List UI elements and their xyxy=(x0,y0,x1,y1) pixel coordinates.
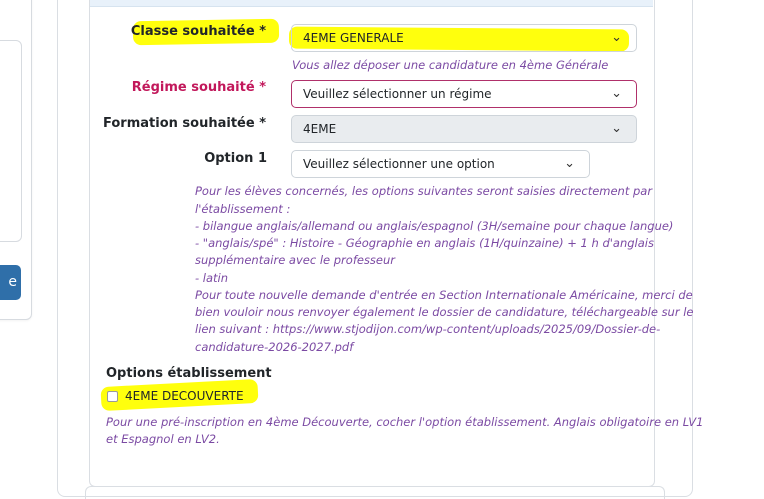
next-card-edge xyxy=(85,486,665,499)
option1-select[interactable] xyxy=(291,150,590,178)
etablissement-hint-line: Pour une pré-inscription en 4ème Découverte, cocher l'option établissement. Anglais obligatoire en LV1 xyxy=(106,415,704,429)
formation-value: 4EME xyxy=(303,122,337,136)
classe-select[interactable] xyxy=(291,24,637,52)
chevron-down-icon: ⌄ xyxy=(611,30,622,45)
decouverte-checkbox-label[interactable]: 4EME DECOUVERTE xyxy=(125,389,244,403)
options-info-line: - latin xyxy=(195,271,229,285)
formation-select[interactable] xyxy=(291,115,637,143)
chevron-down-icon: ⌄ xyxy=(611,121,622,136)
chevron-down-icon: ⌄ xyxy=(611,86,622,101)
options-info-line: candidature-2026-2027.pdf xyxy=(195,340,354,354)
options-etablissement-title: Options établissement xyxy=(106,366,272,381)
options-info-line: Pour toute nouvelle demande d'entrée en Section Internationale Américaine, merci de xyxy=(195,288,693,302)
decouverte-checkbox[interactable] xyxy=(107,391,118,402)
option1-label: Option 1 xyxy=(204,151,267,166)
form-card-header xyxy=(90,0,653,7)
classe-hint: Vous allez déposer une candidature en 4ème Générale xyxy=(292,58,609,72)
sidebar-inner-box xyxy=(0,40,22,242)
options-info-line: Pour les élèves concernés, les options suivantes seront saisies directement par xyxy=(195,184,653,198)
classe-value: 4EME GENERALE xyxy=(303,31,404,45)
regime-label: Régime souhaité * xyxy=(131,80,266,95)
options-info-line: supplémentaire avec le professeur xyxy=(195,253,396,267)
sidebar-action-button[interactable]: e xyxy=(0,265,21,300)
option1-value: Veuillez sélectionner une option xyxy=(303,157,495,171)
options-info-line: l'établissement : xyxy=(195,202,291,216)
chevron-down-icon: ⌄ xyxy=(564,156,575,171)
formation-label: Formation souhaitée * xyxy=(103,116,266,131)
options-info-line: lien suivant : https://www.stjodijon.com/wp-content/uploads/2025/09/Dossier-de- xyxy=(195,322,661,336)
classe-label: Classe souhaitée * xyxy=(130,24,266,39)
regime-value: Veuillez sélectionner un régime xyxy=(303,87,492,101)
regime-select[interactable] xyxy=(291,80,637,108)
options-info-line: bien vouloir nous renvoyer également le dossier de candidature, téléchargeable sur le xyxy=(195,305,694,319)
etablissement-hint-line: et Espagnol en LV2. xyxy=(106,432,220,446)
options-info-line: - "anglais/spé" : Histoire - Géographie en anglais (1H/quinzaine) + 1 h d'anglais xyxy=(195,236,654,250)
options-info-line: - bilangue anglais/allemand ou anglais/espagnol (3H/semaine pour chaque langue) xyxy=(195,219,674,233)
